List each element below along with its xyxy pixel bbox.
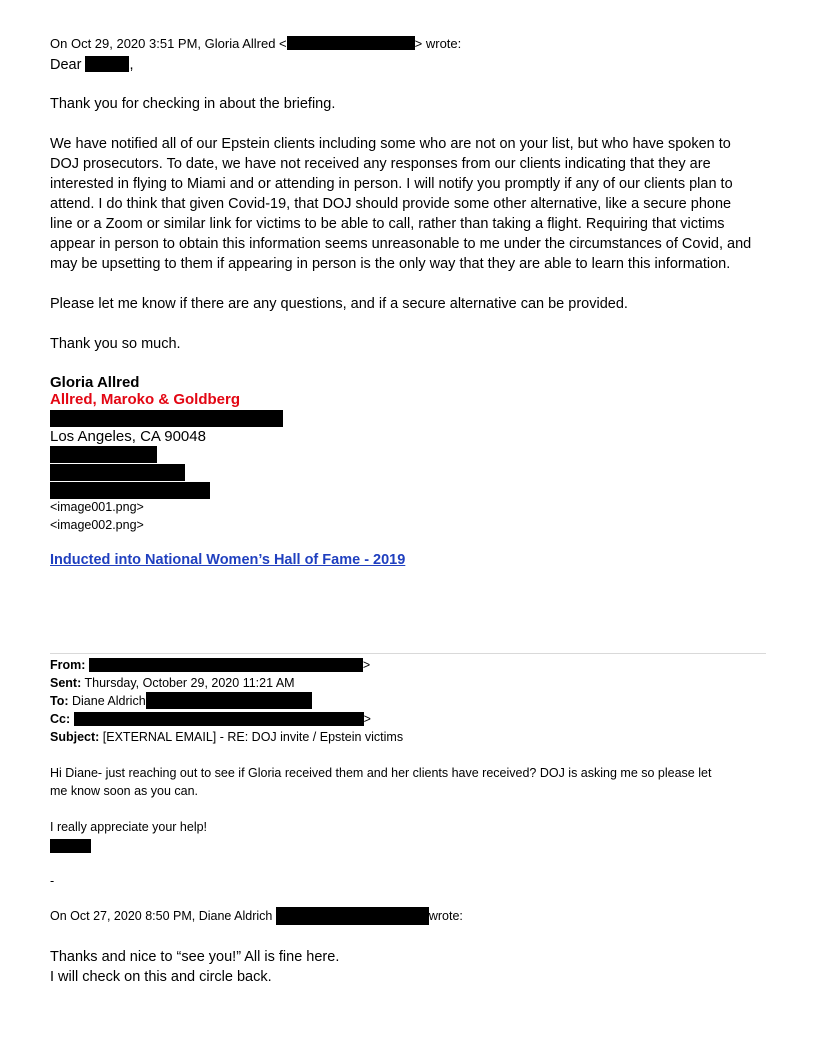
from-suffix: > <box>362 658 371 672</box>
subject-line <box>50 728 403 746</box>
to-line <box>50 692 312 710</box>
paragraph <box>50 764 711 800</box>
redaction-bar <box>50 410 283 427</box>
header-prefix: On Oct 27, 2020 8:50 PM, Diane Aldrich <box>50 909 273 923</box>
cc-label: Cc: <box>50 712 71 726</box>
salutation-comma: , <box>129 57 134 73</box>
redaction-bar <box>50 446 157 463</box>
dash-text: - <box>50 874 55 888</box>
paragraph: Please let me know if there are any questions, and if a secure alternative can be provided. <box>50 296 628 312</box>
sent-value: Thursday, October 29, 2020 11:21 AM <box>81 676 295 690</box>
redaction-bar <box>74 712 364 726</box>
attachment-name: <image002.png> <box>50 518 144 532</box>
paragraph-line: may be upsetting to them if appearing in person is the only way that they are able to learn this information. <box>50 256 731 272</box>
message-separator <box>50 653 766 654</box>
paragraph-line: attend. I do think that given Covid-19, that DOJ should provide some other alternative, like a secure phone <box>50 196 732 212</box>
redaction-bar <box>276 907 429 925</box>
redaction-bar <box>146 692 312 709</box>
paragraph: Thank you so much. <box>50 336 181 352</box>
paragraph-line: line or a Zoom or similar link for victims to be able to call, rather than taking a flight. Requiring that victims <box>50 216 725 232</box>
paragraph: Thank you for checking in about the briefing. <box>50 96 336 112</box>
paragraph: I really appreciate your help! <box>50 820 208 834</box>
subject-label: Subject: <box>50 730 100 744</box>
to-label: To: <box>50 694 69 708</box>
paragraph-line: Hi Diane- just reaching out to see if Gloria received them and her clients have received? DOJ is asking me so please let <box>50 766 712 780</box>
paragraph <box>50 947 339 987</box>
redaction-bar <box>287 36 415 50</box>
hall-of-fame-link[interactable]: Inducted into National Women’s Hall of Fame - 2019 <box>50 552 406 568</box>
to-value: Diane Aldrich <box>68 694 146 708</box>
from-label: From: <box>50 658 86 672</box>
subject-value: [EXTERNAL EMAIL] - RE: DOJ invite / Epstein victims <box>99 730 404 744</box>
header-prefix: On Oct 29, 2020 3:51 PM, Gloria Allred < <box>50 36 287 51</box>
paragraph-line: appear in person to obtain this information seems unreasonable to me under the circumstances of Covid, and <box>50 236 752 252</box>
cc-line <box>50 710 371 728</box>
redaction-bar <box>89 658 363 672</box>
from-line <box>50 656 370 674</box>
paragraph-line: We have notified all of our Epstein clients including some who are not on your list, but who have spoken to <box>50 136 731 152</box>
salutation-text: Dear <box>50 57 82 73</box>
redaction-bar <box>50 839 91 853</box>
redaction-bar <box>50 464 185 481</box>
paragraph-line: I will check on this and circle back. <box>50 969 272 985</box>
redaction-bar <box>50 482 210 499</box>
paragraph-line: Thanks and nice to “see you!” All is fine here. <box>50 949 340 965</box>
paragraph <box>50 134 751 274</box>
header-suffix: wrote: <box>428 909 463 923</box>
salutation <box>50 55 134 75</box>
signature-city: Los Angeles, CA 90048 <box>50 428 206 445</box>
paragraph-line: interested in flying to Miami and or attending in person. I will notify you promptly if any of our clients plan to <box>50 176 733 192</box>
paragraph-line: DOJ prosecutors. To date, we have not received any responses from our clients indicating that they are <box>50 156 711 172</box>
email-header-line <box>50 907 463 925</box>
paragraph-line: me know soon as you can. <box>50 784 198 798</box>
signature-firm: Allred, Maroko & Goldberg <box>50 391 241 408</box>
sent-line <box>50 674 295 692</box>
attachment-name: <image001.png> <box>50 500 144 514</box>
signature-name: Gloria Allred <box>50 374 140 391</box>
sent-label: Sent: <box>50 676 82 690</box>
email-header-line <box>50 35 461 53</box>
redaction-bar <box>85 56 129 72</box>
header-suffix: > wrote: <box>414 36 462 51</box>
cc-suffix: > <box>363 712 371 726</box>
